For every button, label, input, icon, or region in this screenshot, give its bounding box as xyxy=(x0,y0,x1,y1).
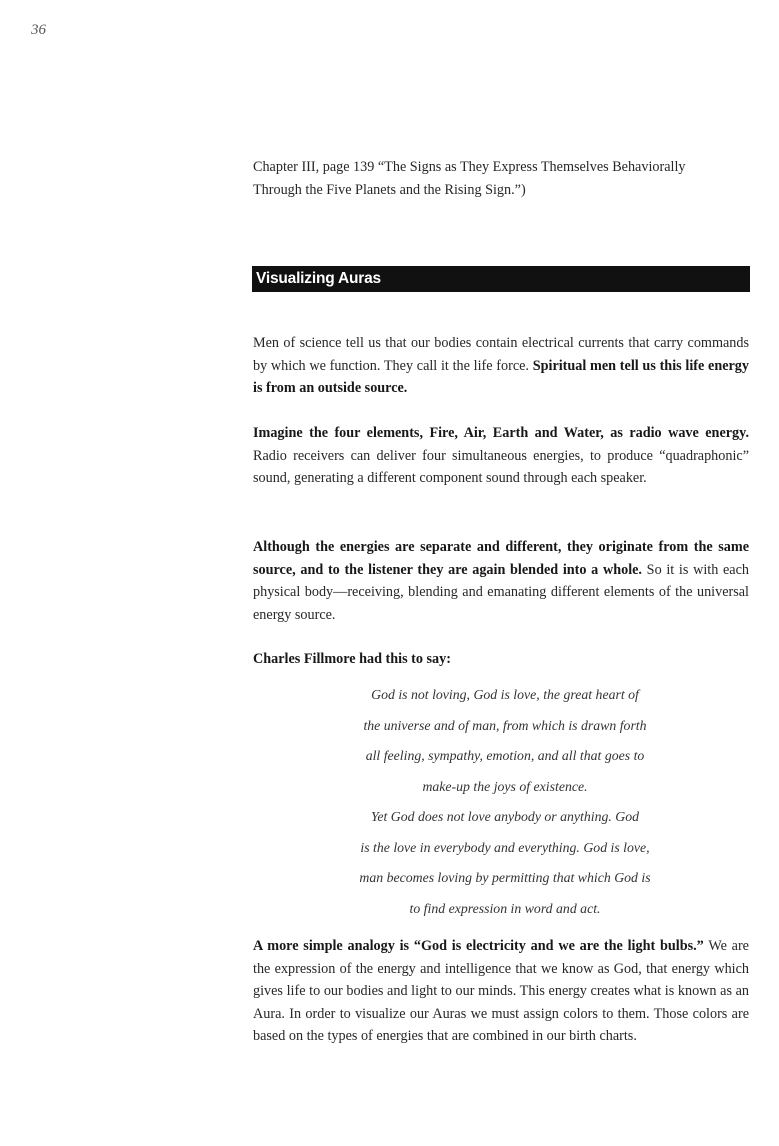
paragraph-3-text: So it is with each physical body—receiving, blending and emanating different elements of the universal energy source. xyxy=(253,561,749,623)
quote-line: make-up the joys of existence. xyxy=(422,778,588,794)
quote-attribution: Charles Fillmore had this to say: xyxy=(253,651,451,667)
paragraph-3 xyxy=(253,536,749,626)
intro-line-2: Through the Five Planets and the Rising Sign.”) xyxy=(253,181,526,198)
blockquote xyxy=(300,680,710,924)
quote-line: the universe and of man, from which is drawn forth xyxy=(363,717,647,733)
paragraph-4-text: We are the expression of the energy and intelligence that we know as God, that energy which gives life to our bodies and light to our minds. This energy creates what is known as an Aura. In order to visualize our Auras we must assign colors to them. Those colors are based on the types of energies that are combined in our birth charts. xyxy=(253,938,749,1045)
intro-text xyxy=(253,156,749,201)
paragraph-1-text: Men of science tell us that our bodies contain electrical currents that carry commands by which we function. They call it the life force. xyxy=(253,335,749,374)
paragraph-2-text: Radio receivers can deliver four simultaneous energies, to produce “quadraphonic” sound, generating a different component sound through each speaker. xyxy=(253,447,749,487)
quote-line: to find expression in word and act. xyxy=(409,900,601,916)
quote-line: God is not loving, God is love, the great heart of xyxy=(371,687,639,702)
paragraph-4 xyxy=(253,935,749,1048)
page-number: 36 xyxy=(31,22,46,38)
quote-line: Yet God does not love anybody or anything. God xyxy=(370,809,640,824)
section-heading: Visualizing Auras xyxy=(252,266,750,292)
paragraph-1-bold: Spiritual men tell us this life energy is from an outside source. xyxy=(253,357,749,397)
quote-line: is the love in everybody and everything. God is love, xyxy=(360,839,650,855)
quote-line: man becomes loving by permitting that which God is xyxy=(359,870,651,885)
paragraph-1 xyxy=(253,332,749,400)
paragraph-2-bold: Imagine the four elements, Fire, Air, Earth and Water, as radio wave energy. xyxy=(253,425,749,441)
paragraph-2 xyxy=(253,422,749,490)
paragraph-4-bold: A more simple analogy is “God is electricity and we are the light bulbs.” xyxy=(253,938,704,954)
paragraph-3-bold: Although the energies are separate and different, they originate from the same source, and to the listener they are again blended into a whole. xyxy=(253,539,749,578)
intro-line-1: Chapter III, page 139 “The Signs as They Express Themselves Behaviorally xyxy=(253,159,686,175)
quote-line: all feeling, sympathy, emotion, and all that goes to xyxy=(365,748,645,763)
